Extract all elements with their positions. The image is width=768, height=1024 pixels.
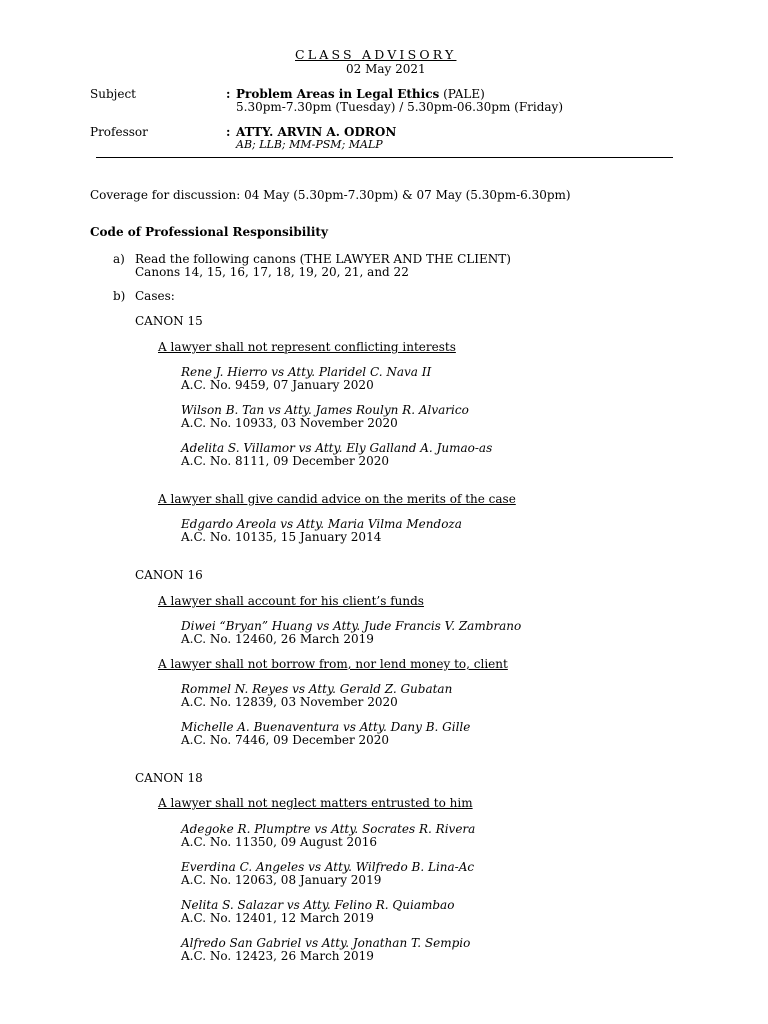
subject-name: Problem Areas in Legal Ethics (236, 87, 440, 101)
case-name: Alfredo San Gabriel vs Atty. Jonathan T. Sempio (181, 936, 471, 950)
document-date: 02 May 2021 (346, 62, 426, 76)
coverage-line: Coverage for discussion: 04 May (5.30pm-7.30pm) & 07 May (5.30pm-6.30pm) (90, 188, 571, 202)
rule-heading: A lawyer shall account for his client’s funds (158, 594, 424, 608)
item-b-marker: b) (113, 289, 126, 303)
case-name: Nelita S. Salazar vs Atty. Felino R. Quiambao (181, 898, 455, 912)
case-citation: A.C. No. 8111, 09 December 2020 (181, 454, 390, 468)
case-name: Everdina C. Angeles vs Atty. Wilfredo B. Lina-Ac (181, 860, 475, 874)
subject-label: Subject (90, 87, 136, 101)
professor-degrees: AB; LLB; MM-PSM; MALP (236, 138, 383, 151)
item-a-text: Read the following canons (THE LAWYER AND THE CLIENT) (135, 252, 511, 266)
case-citation: A.C. No. 7446, 09 December 2020 (181, 733, 390, 747)
case-citation: A.C. No. 11350, 09 August 2016 (181, 835, 378, 849)
case-citation: A.C. No. 9459, 07 January 2020 (181, 378, 374, 392)
document-title: CLASS ADVISORY (295, 47, 457, 62)
case-name: Rene J. Hierro vs Atty. Plaridel C. Nava II (181, 365, 432, 379)
rule-heading: A lawyer shall give candid advice on the merits of the case (158, 492, 516, 506)
case-citation: A.C. No. 10135, 15 January 2014 (181, 530, 382, 544)
case-citation: A.C. No. 12063, 08 January 2019 (181, 873, 382, 887)
case-citation: A.C. No. 10933, 03 November 2020 (181, 416, 398, 430)
rule-heading: A lawyer shall not neglect matters entrusted to him (158, 796, 473, 810)
case-citation: A.C. No. 12839, 03 November 2020 (181, 695, 398, 709)
case-name: Adelita S. Villamor vs Atty. Ely Galland A. Jumao-as (181, 441, 493, 455)
item-b-text: Cases: (135, 289, 175, 303)
case-name: Edgardo Areola vs Atty. Maria Vilma Mendoza (181, 517, 462, 531)
case-citation: A.C. No. 12460, 26 March 2019 (181, 632, 374, 646)
canon-title: CANON 15 (135, 314, 203, 328)
subject-schedule: 5.30pm-7.30pm (Tuesday) / 5.30pm-06.30pm (Friday) (236, 100, 564, 114)
professor-name: ATTY. ARVIN A. ODRON (236, 125, 397, 139)
case-name: Michelle A. Buenaventura vs Atty. Dany B. Gille (181, 720, 471, 734)
item-a-marker: a) (113, 252, 125, 266)
professor-label: Professor (90, 125, 148, 139)
case-citation: A.C. No. 12401, 12 March 2019 (181, 911, 374, 925)
canon-title: CANON 18 (135, 771, 203, 785)
case-name: Diwei “Bryan” Huang vs Atty. Jude Francis V. Zambrano (181, 619, 522, 633)
item-a-canons: Canons 14, 15, 16, 17, 18, 19, 20, 21, and 22 (135, 265, 409, 279)
rule-heading: A lawyer shall not represent conflicting interests (158, 340, 456, 354)
case-name: Rommel N. Reyes vs Atty. Gerald Z. Gubatan (181, 682, 453, 696)
case-name: Adegoke R. Plumptre vs Atty. Socrates R. Rivera (181, 822, 476, 836)
subject-abbrev: (PALE) (443, 87, 485, 101)
professor-colon: : (226, 125, 231, 139)
header-divider (96, 157, 673, 158)
subject-line (236, 87, 485, 101)
section-title: Code of Professional Responsibility (90, 225, 328, 239)
canon-title: CANON 16 (135, 568, 203, 582)
subject-colon: : (226, 87, 231, 101)
case-citation: A.C. No. 12423, 26 March 2019 (181, 949, 374, 963)
rule-heading: A lawyer shall not borrow from, nor lend money to, client (158, 657, 508, 671)
case-name: Wilson B. Tan vs Atty. James Roulyn R. Alvarico (181, 403, 469, 417)
